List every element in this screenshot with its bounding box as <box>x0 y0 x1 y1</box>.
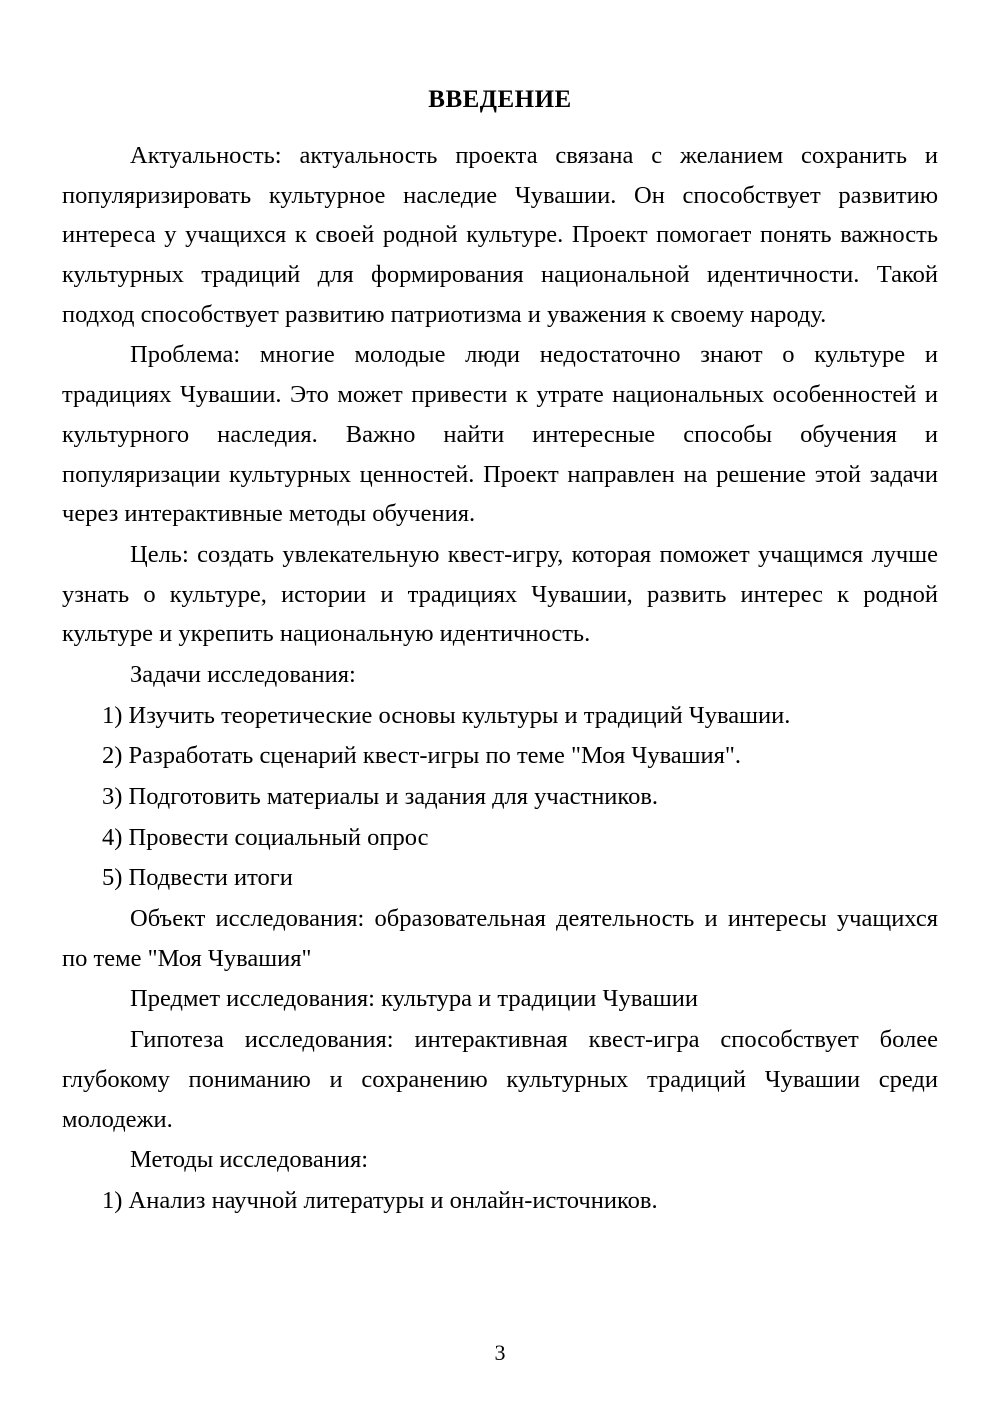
paragraph-hypothesis: Гипотеза исследования: интерактивная квест-игра способствует более глубокому пониманию и сохранению культурных традиций Чувашии среди молодежи. <box>62 1026 938 1133</box>
list-item: 3) Подготовить материалы и задания для участников. <box>102 783 659 810</box>
page-title: ВВЕДЕНИЕ <box>428 86 572 113</box>
list-item: 1) Изучить теоретические основы культуры и традиций Чувашии. <box>102 701 791 729</box>
list-item: 2) Разработать сценарий квест-игры по теме "Моя Чувашия". <box>102 742 742 770</box>
paragraph-subject: Предмет исследования: культура и традиции Чувашии <box>130 985 698 1013</box>
list-item: 1) Анализ научной литературы и онлайн-источников. <box>102 1186 658 1214</box>
paragraph-problem: Проблема: многие молодые люди недостаточно знают о культуре и традициях Чувашии. Это может привести к утрате национальных особенностей и культурного наследия. Важно найти интересные способы обучения и популяризации культурных ценностей. Проект направлен на решение этой задачи через интерактивные методы обучения. <box>62 341 938 528</box>
list-item: 4) Провести социальный опрос <box>102 823 429 851</box>
paragraph-goal: Цель: создать увлекательную квест-игру, которая поможет учащимся лучше узнать о культуре, истории и традициях Чувашии, развить интерес к родной культуре и укрепить национальную идентичность. <box>62 540 938 648</box>
page-number: 3 <box>494 1340 506 1365</box>
list-item: 5) Подвести итоги <box>102 864 293 892</box>
tasks-heading: Задачи исследования: <box>130 660 356 688</box>
methods-heading: Методы исследования: <box>130 1146 369 1174</box>
paragraph-object: Объект исследования: образовательная деятельность и интересы учащихся по теме "Моя Чувашия" <box>62 905 938 972</box>
paragraph-relevance: Актуальность: актуальность проекта связана с желанием сохранить и популяризировать культурное наследие Чувашии. Он способствует развитию интереса у учащихся к своей родной культуре. Проект помогает понять важность культурных традиций для формирования национальной идентичности. Такой подход способствует развитию патриотизма и уважения к своему народу. <box>62 142 938 328</box>
